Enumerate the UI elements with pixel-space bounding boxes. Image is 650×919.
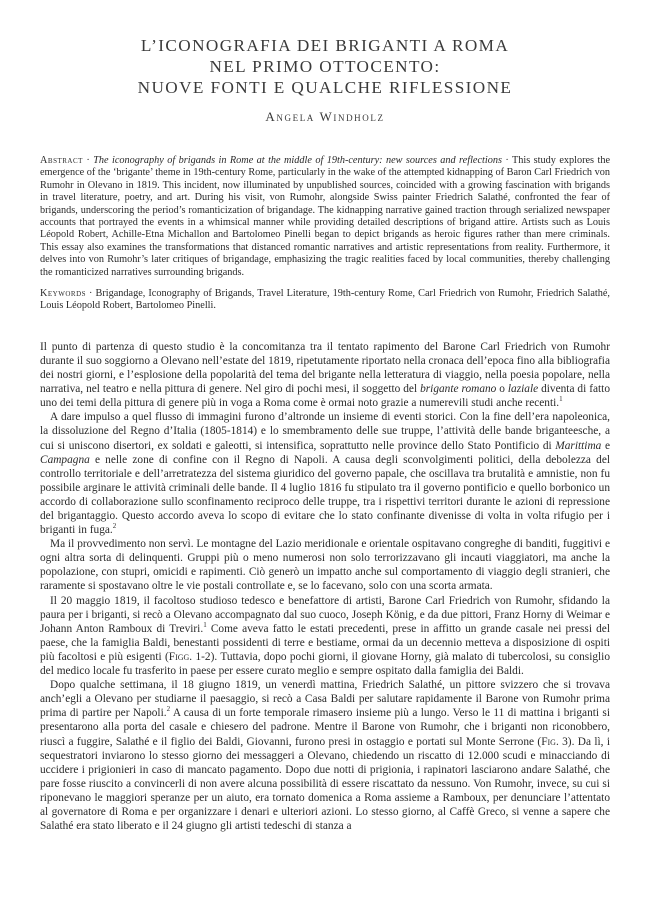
keywords: [40, 288, 610, 313]
paper-page: [40, 0, 610, 833]
abstract-sep: ·: [82, 155, 94, 166]
abstract-text: · This study explores the emergence of the ‘brigante’ theme in 19th-century Rome, particularly in the wake of the attempted kidnapping of Baron Carl Friedrich von Rumohr in Olevano in 1819. This incident, now illuminated by unpublished sources, coincided with a growing fascination with brigands in travel literature, poetry, and art. During his visit, von Rumohr, alongside Swiss painter Friedrich Salathé, confronted the fear of brigands, underscoring the period’s romanticization of brigandage. The kidnapping narrative gained traction through serialized newspaper accounts that portrayed the events in a whimsical manner while providing detailed descriptions of brigand attire. Artists such as Louis Léopold Robert, Achille-Etna Michallon and Bartolomeo Pinelli began to depict brigands as heroic figures rather than mere criminals. This essay also examines the transformations that distanced romantic narratives and artistic representations from reality. Furthermore, it delves into von Rumohr’s later critiques of brigandage, emphasizing the tragic realities faced by local communities, thereby challenging the romanticized narratives surrounding brigands.: [40, 155, 610, 278]
title-line-2: NEL PRIMO OTTOCENTO:: [209, 57, 441, 76]
keywords-text: · Brigandage, Iconography of Brigands, Travel Literature, 19th-century Rome, Carl Friedrich von Rumohr, Friedrich Salathé, Louis Léopold Robert, Bartolomeo Pinelli.: [40, 288, 610, 312]
footnote-ref: 2: [166, 705, 171, 714]
dropcap: I: [40, 340, 44, 353]
author-name: Angela Windholz: [265, 109, 385, 124]
keywords-label: Keywords: [40, 288, 87, 300]
paragraph-2: A dare impulso a quel flusso di immagini furono d’altronde un insieme di eventi storici. Con la fine dell’era napoleonica, la dissoluzione del Regno d’Italia (1805-1814) e lo smembramento delle sue truppe, l’attività delle bande briganteesche, a cui si uniscono disertori, ex soldati e galeotti, si intensifica, soprattutto nelle province dello Stato Pontificio di Marittima e Campagna e nelle zone di confine con il Regno di Napoli. A causa degli sconvolgimenti politici, della debolezza del controllo territoriale e dell’arretratezza del sistema giuridico del governo papale, che oscillava tra brutalità e amnistie, non fu possibile arginare le attività criminali delle bande. Il 4 luglio 1816 fu stipulato tra il governo pontificio e quello borbonico un accordo di collaborazione sullo sconfinamento reciproco delle truppe, tra i rispettivi territori durante le azioni di repressione del brigantaggio. Questo accordo aveva lo scopo di evitare che lo stato confinante divenisse di volta in volta rifugio per i briganti in fuga.$^2$: [40, 411, 610, 537]
article-body: [40, 340, 610, 833]
title-line-1: L’ICONOGRAFIA DEI BRIGANTI A ROMA: [140, 36, 510, 55]
paragraph-3: Ma il provvedimento non servì. Le montagne del Lazio meridionale e orientale ospitavano congreghe di banditi, fuggitivi e ogni altra sorta di delinquenti. Gruppi più o meno numerosi non solo terrorizzavano gli incauti viaggiatori, ma anche la popolazione, con stupri, omicidi e rapimenti. Ciò generò un impatto anche sul comportamento di viaggio degli stranieri, che raramente si spostavano oltre le vie postali controllate e, se lo facevano, solo con una scorta armata.: [40, 538, 610, 593]
footnote-ref: 1: [559, 395, 563, 404]
footnote-ref: 1: [203, 620, 207, 629]
article-title: [40, 35, 610, 98]
paragraph-5: Dopo qualche settimana, il 18 giugno 1819, un venerdì mattina, Friedrich Salathé, un pittore svizzero che si trovava anch’egli a Olevano per studiarne il paesaggio, si recò a Casa Baldi per salutare rapidamente il Barone von Rumohr prima prima di partire per Napoli.$^2$ A causa di un forte temporale rimasero insieme più a lungo. Verso le 11 di mattina i briganti si presentarono alla porta del casale e chiesero del padrone. Mentre il Barone von Rumohr, che i briganti non riconobbero, riuscì a fuggire, Salathé e il figlio dei Baldi, Giovanni, furono presi in ostaggio e portati sul Monte Serrone (Fig. 3). Da lì, i sequestratori inviarono lo stesso giorno dei messaggeri a Olevano, chiedendo un riscatto di 12.000 scudi e minacciando di uccidere i prigionieri in caso di mancato pagamento. Dopo due notti di prigionia, i rapinatori lasciarono andare Salathé, che pare fosse riuscito a convincerli di non avere alcuna possibilità di essere riscattato da nessuno. Von Rumohr, invece, su cui si riponevano le maggiori speranze per un aiuto, era tornato domenica a Roma assieme a Ramboux, per denunciare l’attentato al governatore di Roma e per organizzare i denari e ulteriori azioni. Lo stesso giorno, al Caffè Greco, si venne a sapere che Salathé era stato liberato e il 24 giugno gli artisti tedeschi di stanza a: [40, 679, 610, 833]
abstract-label: Abstract: [40, 155, 83, 166]
title-line-3: NUOVE FONTI E QUALCHE RIFLESSIONE: [137, 78, 513, 97]
abstract-title: The iconography of brigands in Rome at the middle of 19th-century: new sources and reflections: [93, 155, 502, 166]
paragraph-1: Il punto di partenza di questo studio è la concomitanza tra il tentato rapimento del Barone Carl Friedrich von Rumohr durante il suo soggiorno a Olevano nell’estate del 1819, ripetutamente riportato nella cronaca dell’epoca fino alla bibliografia dei nostri giorni, e l’esplosione della popolarità del tema del brigante nella letteratura di viaggio, nella poesia popolare, nella narrativa, nel teatro e nella pittura di genere. Nel giro di pochi mesi, il soggetto del brigante romano o laziale diventa di fatto uno dei temi della pittura di genere più in voga a Roma come è ormai noto grazie a numerevili studi anche recenti.$^1$: [40, 340, 610, 410]
paragraph-4: Il 20 maggio 1819, il facoltoso studioso tedesco e benefattore di artisti, Barone Carl Friedrich von Rumohr, sfidando la paura per i briganti, si recò a Olevano accompagnato dal suo cuoco, Joseph König, e da due pittori, Franz Horny di Weimar e Johann Anton Ramboux di Treviri.$^1$ Come aveva fatto le estati precedenti, prese in affitto un grande casale nei pressi del paese, che la famiglia Baldi, benestanti possidenti di terre e bestiame, ormai da un decennio metteva a disposizione di ospiti più facoltosi e più esigenti (Figg. 1-2). Tuttavia, dopo pochi giorni, il giovane Horny, già malato di tubercolosi, su consiglio del medico locale fu trasferito in paese per essere curato meglio e sempre ospitato dalla famiglia dei Baldi.: [40, 594, 611, 678]
abstract: [40, 155, 610, 279]
footnote-ref: 2: [112, 522, 117, 531]
